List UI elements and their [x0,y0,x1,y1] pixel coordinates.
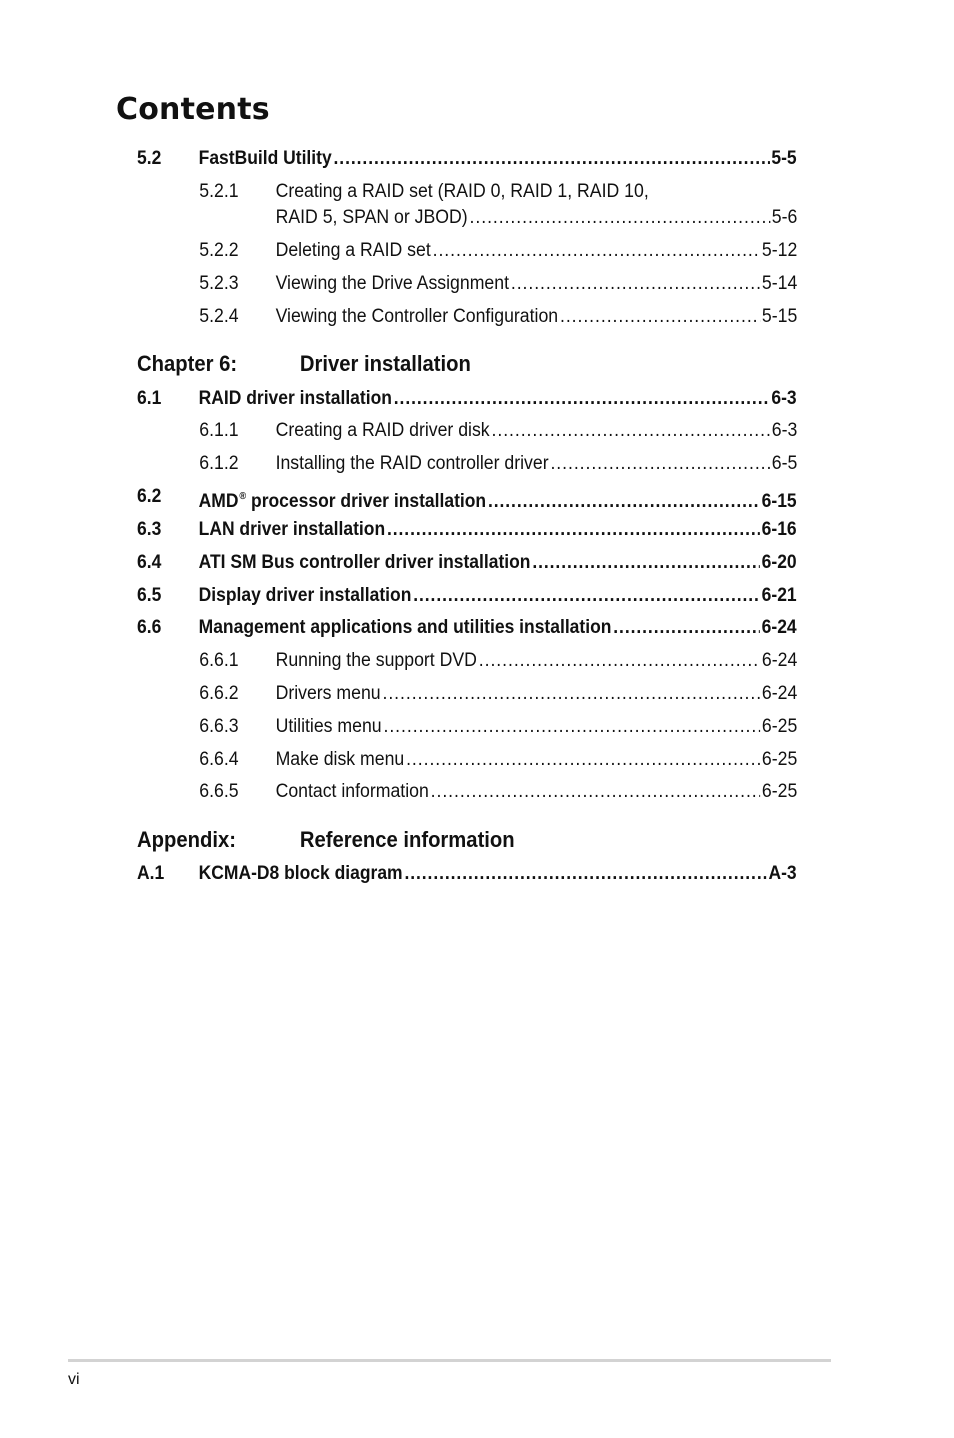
toc-entry-page: 6-25 [761,749,798,770]
toc-entry-number: 6.6.2 [199,683,239,704]
toc-entry-title: LAN driver installation [198,519,386,540]
dot-leader [383,682,761,706]
toc-entry-page: 6-3 [771,420,798,441]
footer-rule [68,1359,831,1362]
dot-leader [613,616,760,640]
toc-entry-number: 5.2.3 [199,273,239,294]
toc-entry-number: 6.6.3 [199,716,239,737]
toc-entry-page: 6-20 [761,552,797,573]
toc-entry-5-2-4[interactable] [137,305,797,333]
toc-entry-title-line1: Creating a RAID set (RAID 0, RAID 1, RAID 10, [275,181,649,202]
dot-leader [532,551,759,575]
toc-entry-number: A.1 [137,863,165,884]
toc-entry-6-1[interactable] [137,387,797,415]
toc-entry-title: Installing the RAID controller driver [275,453,549,474]
toc-entry-title: RAID 5, SPAN or JBOD) [275,207,468,228]
chapter-name: Reference information [299,827,515,852]
toc-entry-page: 6-5 [771,453,798,474]
toc-entry-title-prefix: AMD [198,491,239,512]
dot-leader [404,862,766,886]
toc-entry-page: 6-15 [761,491,797,512]
toc-entry-page: 6-24 [761,617,797,638]
chapter-name: Driver installation [299,351,471,376]
toc-entry-6-6[interactable] [137,616,797,644]
toc-entry-5-2-1[interactable] [137,206,797,234]
toc-entry-title: KCMA-D8 block diagram [198,863,403,884]
dot-leader [550,452,769,476]
toc-entry-title: RAID driver installation [198,388,392,409]
toc-entry-title: Management applications and utilities installation [198,617,612,638]
toc-entry-page: 6-21 [761,585,797,606]
dot-leader [406,748,760,772]
toc-entry-6-6-2[interactable] [137,682,797,710]
toc-entry-6-2[interactable] [137,485,797,513]
toc-entry-page: 6-3 [771,388,797,409]
dot-leader [334,147,770,171]
toc-entry-page: A-3 [768,863,797,884]
toc-entry-6-6-5[interactable] [137,780,797,808]
toc-entry-title: Creating a RAID driver disk [275,420,490,441]
toc-entry-number: 6.6.4 [199,749,239,770]
toc-entry-title: Viewing the Controller Configuration [275,306,559,327]
toc-entry-title: Deleting a RAID set [275,240,431,261]
toc-entry-number: 5.2.4 [199,306,239,327]
dot-leader [383,715,760,739]
toc-entry-page: 6-16 [761,519,797,540]
dot-leader [488,490,760,514]
toc-entry-page: 6-24 [761,650,798,671]
toc-entry-title: Display driver installation [198,585,412,606]
toc-entry-page: 5-6 [771,207,798,228]
toc-entry-page: 6-24 [761,683,798,704]
toc-entry-page: 5-14 [761,273,798,294]
toc-entry-title: Drivers menu [275,683,381,704]
toc-entry-number: 6.1.2 [199,453,239,474]
toc-entry-6-6-1[interactable] [137,649,797,677]
toc-entry-number: 5.2.1 [199,181,239,202]
registered-mark: ® [239,491,247,502]
toc-entry-6-5[interactable] [137,584,797,612]
toc-entry-title: ATI SM Bus controller driver installation [198,552,531,573]
dot-leader [433,239,760,263]
toc-entry-number: 6.6 [137,617,162,638]
dot-leader [387,518,760,542]
toc-entry-title: Contact information [275,781,429,802]
toc-entry-5-2[interactable] [137,147,797,175]
dot-leader [492,419,770,443]
toc-entry-number: 6.6.1 [199,650,239,671]
chapter-label: Appendix: [137,827,236,852]
chapter-label: Chapter 6: [137,351,238,376]
toc-entry-6-1-1[interactable] [137,419,797,447]
toc-entry-title: Running the support DVD [275,650,477,671]
toc-entry-page: 5-12 [761,240,798,261]
toc-entry-6-4[interactable] [137,551,797,579]
toc-entry-6-6-4[interactable] [137,748,797,776]
toc-entry-number: 6.1.1 [199,420,239,441]
toc-entry-page: 6-25 [761,716,798,737]
toc-entry-6-3[interactable] [137,518,797,546]
toc-entry-title: Viewing the Drive Assignment [275,273,509,294]
dot-leader [394,387,770,411]
toc-entry-number: 6.5 [137,585,162,606]
toc-entry-page: 5-5 [771,148,797,169]
toc-entry-title: FastBuild Utility [198,148,332,169]
toc-entry-title [199,485,486,514]
toc-entry-number: 6.3 [137,519,162,540]
toc-entry-title: Utilities menu [275,716,382,737]
toc-entry-number: 6.2 [137,486,162,507]
toc-entry-5-2-1-line1[interactable] [137,180,797,208]
toc-entry-6-6-3[interactable] [137,715,797,743]
toc-entry-number: 5.2 [137,148,162,169]
dot-leader [511,272,760,296]
dot-leader [431,780,760,804]
toc-entry-5-2-2[interactable] [137,239,797,267]
toc-entry-page: 6-25 [761,781,798,802]
toc-entry-a-1[interactable] [137,862,797,890]
dot-leader [560,305,760,329]
toc-entry-number: 5.2.2 [199,240,239,261]
dot-leader [413,584,760,608]
toc-entry-page: 5-15 [761,306,798,327]
toc-entry-6-1-2[interactable] [137,452,797,480]
footer-page-number: vi [68,1371,80,1388]
toc-entry-number: 6.1 [137,388,162,409]
dot-leader [470,206,770,230]
toc-entry-number: 6.6.5 [199,781,239,802]
dot-leader [479,649,760,673]
toc-entry-5-2-3[interactable] [137,272,797,300]
toc-entry-number: 6.4 [137,552,162,573]
page-title: Contents [116,92,270,127]
toc-entry-title-rest: processor driver installation [251,491,487,512]
toc-entry-title: Make disk menu [275,749,405,770]
